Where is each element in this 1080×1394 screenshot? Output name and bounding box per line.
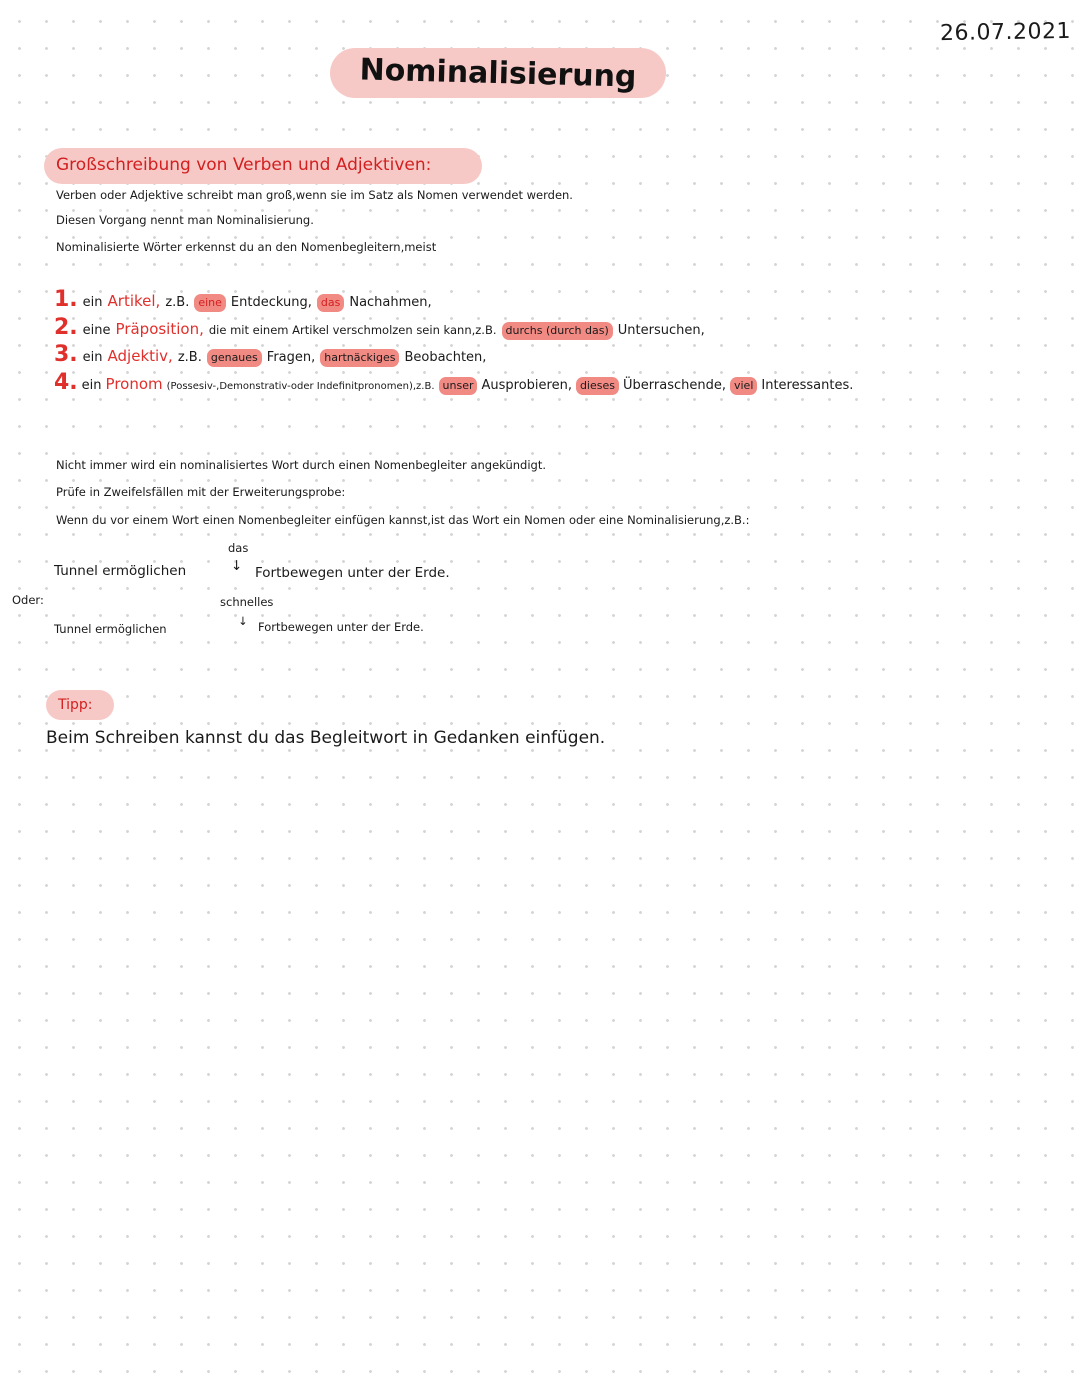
highlighted-word: das: [317, 294, 344, 312]
item-term: Artikel,: [107, 292, 161, 310]
page-title: Nominalisierung: [359, 52, 637, 95]
item-number: 3.: [54, 342, 78, 367]
example-left: Tunnel ermöglichen: [54, 563, 187, 579]
item-prefix: ein: [82, 350, 103, 365]
note-line-2: Prüfe in Zweifelsfällen mit der Erweiterungsprobe:: [56, 485, 346, 499]
highlighted-word: unser: [439, 377, 478, 395]
highlighted-word: dieses: [576, 377, 619, 395]
item-prefix: eine: [82, 323, 111, 338]
example-word: Ausprobieren,: [481, 378, 572, 393]
inserted-word: schnelles: [220, 595, 274, 609]
tip-text: Beim Schreiben kannst du das Begleitwort in Gedanken einfügen.: [46, 728, 606, 748]
date: 26.07.2021: [939, 18, 1072, 47]
item-term: Pronom: [105, 375, 163, 393]
tip-label: Tipp:: [58, 697, 93, 713]
example-word: Überraschende,: [623, 378, 726, 393]
item-term: Präposition,: [115, 320, 204, 338]
intro-line-2: Diesen Vorgang nennt man Nominalisierung.: [56, 213, 314, 227]
example-left: Tunnel ermöglichen: [54, 622, 167, 636]
example-intro: z.B.: [165, 295, 190, 310]
example-word: Interessantes.: [761, 378, 854, 393]
item-text: (Possesiv-,Demonstrativ-oder Indefinitpronomen),z.B.: [166, 381, 435, 392]
highlighted-word: viel: [730, 377, 757, 395]
list-item: [54, 315, 705, 340]
item-number: 1.: [54, 287, 78, 312]
highlighted-word: hartnäckiges: [320, 349, 399, 367]
example-word: Nachahmen,: [349, 295, 432, 310]
note-line-3: Wenn du vor einem Wort einen Nomenbegleiter einfügen kannst,ist das Wort ein Nomen oder eine Nominalisierung,z.B.:: [56, 513, 750, 527]
inserted-word: das: [228, 541, 249, 555]
insert-arrow-icon: ↓: [238, 614, 248, 628]
example-word: Untersuchen,: [617, 323, 705, 338]
example-intro: z.B.: [177, 350, 202, 365]
item-text: die mit einem Artikel verschmolzen sein kann,z.B.: [208, 323, 497, 337]
example-word: Beobachten,: [404, 350, 487, 365]
oder-label: Oder:: [12, 593, 44, 607]
intro-line-1: Verben oder Adjektive schreibt man groß,wenn sie im Satz als Nomen verwendet werden.: [56, 188, 573, 202]
list-item: [54, 370, 853, 395]
insert-arrow-icon: ↓: [231, 558, 243, 574]
intro-line-3: Nominalisierte Wörter erkennst du an den Nomenbegleitern,meist: [56, 240, 437, 254]
item-number: 2.: [54, 315, 78, 340]
item-prefix: ein: [81, 378, 102, 393]
item-term: Adjektiv,: [107, 347, 173, 365]
example-right: Fortbewegen unter der Erde.: [258, 620, 424, 634]
list-item: [54, 287, 432, 312]
item-number: 4.: [54, 370, 78, 395]
example-word: Fragen,: [266, 350, 316, 365]
item-prefix: ein: [82, 295, 103, 310]
highlighted-word: durchs (durch das): [502, 322, 613, 340]
highlighted-word: genaues: [207, 349, 262, 367]
highlighted-word: eine: [194, 294, 226, 312]
section-heading: Großschreibung von Verben und Adjektiven:: [56, 155, 432, 175]
note-line-1: Nicht immer wird ein nominalisiertes Wort durch einen Nomenbegleiter angekündigt.: [56, 458, 546, 472]
list-item: [54, 342, 486, 367]
example-right: Fortbewegen unter der Erde.: [255, 565, 450, 581]
example-word: Entdeckung,: [230, 295, 312, 310]
